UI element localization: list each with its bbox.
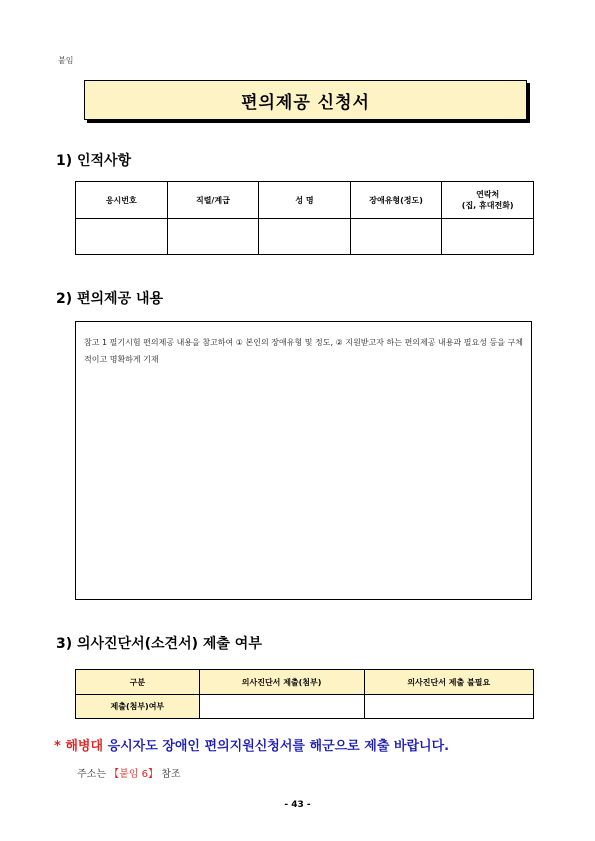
- disability-type-field[interactable]: [350, 219, 442, 255]
- marine-corps-notice: [54, 735, 449, 754]
- series-rank-field[interactable]: [167, 219, 259, 255]
- exam-number-field[interactable]: [76, 219, 168, 255]
- col-header-disability-type: 장애유형(정도): [350, 182, 442, 219]
- contact-label: 연락처: [476, 190, 500, 199]
- section-heading-personal-info: 1) 인적사항: [56, 153, 132, 169]
- col-header-series-rank: 직렬/계급: [167, 182, 259, 219]
- contact-field[interactable]: [442, 219, 534, 255]
- row-label-submission-status: 제출(첨부)여부: [76, 695, 200, 719]
- address-prefix: 주소는: [77, 769, 106, 780]
- section-heading-accommodation: 2) 편의제공 내용: [56, 291, 164, 307]
- address-ref-link: 【붙임 6】: [109, 769, 159, 780]
- notice-blue-text: 응시자도 장애인 편의지원신청서를 해군으로 제출 바랍니다.: [107, 739, 450, 754]
- address-suffix: 참조: [161, 769, 181, 780]
- page-number: - 43 -: [284, 800, 311, 810]
- accommodation-instruction: 참고 1 필기시험 편의제공 내용을 참고하여 ① 본인의 장애유형 및 정도, ② 지원받고자 하는 편의제공 내용과 필요성 등을 구체적이고 명확하게 기재: [84, 338, 523, 364]
- accommodation-content-field[interactable]: [75, 321, 532, 600]
- col-header-contact: [442, 182, 534, 219]
- col-header-exam-number: 응시번호: [76, 182, 168, 219]
- attachment-label: 붙임: [58, 56, 74, 65]
- contact-sub-label: (집, 휴대전화): [461, 201, 514, 210]
- section-heading-medical-certificate: 3) 의사진단서(소견서) 제출 여부: [56, 636, 262, 652]
- not-required-field[interactable]: [364, 695, 533, 719]
- col-header-not-required: 의사진단서 제출 불필요: [364, 670, 533, 695]
- col-header-name: 성 명: [259, 182, 351, 219]
- medical-certificate-table: [75, 669, 534, 719]
- address-reference: [77, 765, 181, 780]
- page-title-text: 편의제공 신청서: [241, 92, 370, 113]
- name-field[interactable]: [259, 219, 351, 255]
- table-row: [76, 219, 534, 255]
- col-header-submitted: 의사진단서 제출(첨부): [199, 670, 364, 695]
- personal-info-table: [75, 181, 534, 255]
- table-header-row: [76, 182, 534, 219]
- col-header-category: 구분: [76, 670, 200, 695]
- page-title: [84, 80, 527, 120]
- table-header-row: [76, 670, 534, 695]
- notice-star: *: [54, 739, 61, 754]
- submitted-field[interactable]: [199, 695, 364, 719]
- notice-red-text: 해병대: [65, 739, 104, 754]
- table-row: [76, 695, 534, 719]
